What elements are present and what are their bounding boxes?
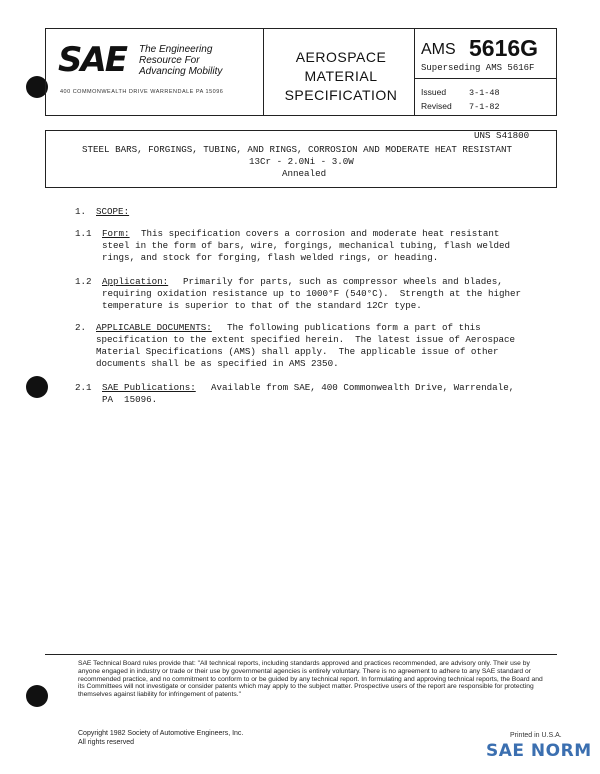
rights-line: All rights reserved (78, 739, 135, 746)
footer-rule (45, 654, 557, 655)
header-divider-right (414, 28, 415, 116)
ams-label: AMS (421, 41, 456, 58)
section-1-2-heading: Application: (102, 276, 169, 287)
section-1-2-number: 1.2 (75, 276, 92, 287)
section-1-2-text: temperature is superior to that of the standard 12Cr type. (102, 300, 422, 311)
section-1-1-number: 1.1 (75, 228, 92, 239)
section-2-text: specification to the extent specified herein. The latest issue of Aerospace (96, 334, 516, 345)
spec-type (270, 48, 412, 105)
section-1-2-text: requiring oxidation resistance up to 1000°F (540°C). Strength at the higher (102, 288, 522, 299)
composition: 13Cr - 2.0Ni - 3.0W (249, 156, 354, 167)
tagline-line-3: Advancing Mobility (139, 66, 223, 77)
technical-board-notice: SAE Technical Board rules provide that: "All technical reports, including standards approved and practices recommended, are advisory only. Their use by anyone engaged in industry or trade or their use by governmental agencies is entirely voluntary. There is no agreement to adhere to any SAE standard or recommended practice, and no commitment to conform to or be guided by any technical report. In formulating and approving technical reports, the Board and its Committees will not investigate or consider patents which may apply to the subject matter. Prospective users of the report are responsible for protecting themselves against liability for infringement of patents." (78, 660, 543, 699)
sae-logo: SAE (58, 40, 127, 80)
section-2-number: 2. (75, 322, 87, 333)
section-2-1-heading: SAE Publications: (102, 382, 196, 393)
copyright-line: Copyright 1982 Society of Automotive Engineers, Inc. (78, 730, 244, 737)
copyright (78, 729, 243, 747)
section-1-heading: SCOPE: (96, 206, 130, 217)
issued-label: Issued (421, 87, 447, 97)
revised-label: Revised (421, 101, 452, 111)
sae-tagline (139, 44, 222, 77)
header-divider-left (263, 28, 264, 116)
revised-date: 7-1-82 (469, 102, 500, 112)
issue-dates (421, 86, 500, 114)
section-2-1-text: Available from SAE, 400 Commonwealth Drive, Warrendale, (211, 382, 515, 393)
header-divider-dates (414, 78, 557, 79)
section-1-1-text: rings, and stock for forging, flash welded rings, or heading. (102, 252, 439, 263)
section-2-text: The following publications form a part of this (227, 322, 481, 333)
spec-type-line-1: AEROSPACE (295, 49, 387, 65)
section-1-2-text: Primarily for parts, such as compressor wheels and blades, (183, 276, 503, 287)
material-title: STEEL BARS, FORGINGS, TUBING, AND RINGS, CORROSION AND MODERATE HEAT RESISTANT (82, 144, 513, 155)
uns-number: UNS S41800 (474, 130, 530, 141)
sae-address: 400 COMMONWEALTH DRIVE WARRENDALE PA 15096 (60, 89, 224, 95)
binder-hole-middle (26, 376, 48, 398)
section-1-1-text: steel in the form of bars, wire, forgings, mechanical tubing, flash welded (102, 240, 510, 251)
condition: Annealed (282, 168, 327, 179)
ams-number: 5616G (469, 35, 539, 61)
spec-type-line-3: SPECIFICATION (284, 87, 398, 103)
section-2-1-text: PA 15096. (102, 394, 158, 405)
section-1-number: 1. (75, 206, 87, 217)
section-2-text: Material Specifications (AMS) shall apply. The applicable issue of other (96, 346, 499, 357)
tagline-line-2: Resource For (139, 55, 200, 66)
printed-in: Printed in U.S.A. (510, 732, 562, 739)
section-2-text: documents shall be as specified in AMS 2350. (96, 358, 339, 369)
section-1-1-heading: Form: (102, 228, 130, 239)
section-2-heading: APPLICABLE DOCUMENTS: (96, 322, 212, 333)
superseding-note: Superseding AMS 5616F (421, 63, 535, 73)
tagline-line-1: The Engineering (139, 44, 213, 55)
spec-type-line-2: MATERIAL (304, 68, 378, 84)
section-2-1-number: 2.1 (75, 382, 92, 393)
sae-norm-watermark: SAE NORM (486, 741, 592, 761)
issued-date: 3-1-48 (469, 88, 500, 98)
binder-hole-bottom (26, 685, 48, 707)
section-1-1-text: This specification covers a corrosion and moderate heat resistant (141, 228, 500, 239)
